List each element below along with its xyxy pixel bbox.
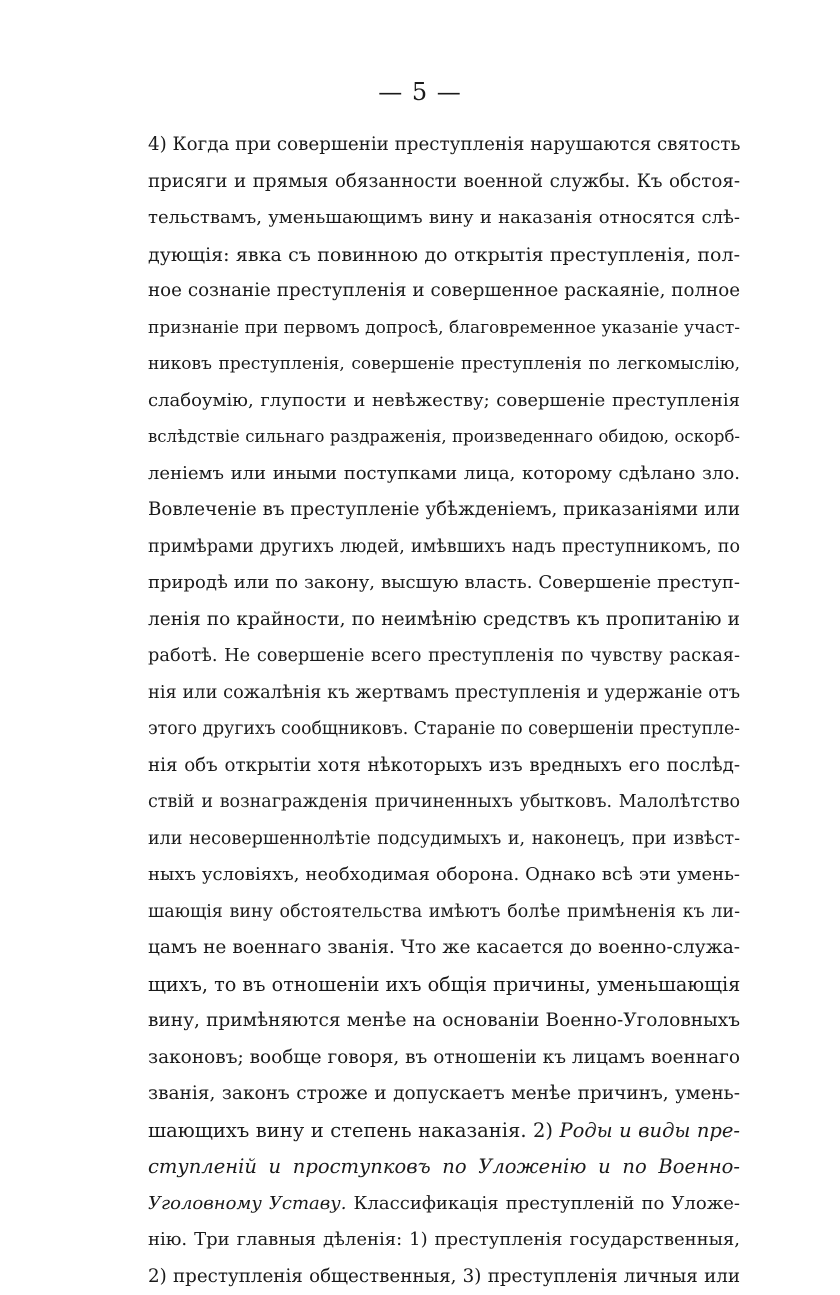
text-line: [148, 967, 740, 1004]
text-segment: никовъ преступленія, совершеніе преступленія по легкомыслію,: [148, 354, 740, 374]
text-line: [148, 602, 740, 639]
text-segment: или несовершеннолѣтіе подсудимыхъ и, наконецъ, при извѣст-: [148, 829, 740, 849]
text-line: [148, 1113, 740, 1150]
text-segment: присяги и прямыя обязанности военной службы. Къ обстоя-: [148, 171, 740, 192]
text-segment: леніемъ или иными поступками лица, которому сдѣлано зло.: [148, 463, 740, 484]
text-segment: законовъ; вообще говоря, въ отношеніи къ лицамъ военнаго: [148, 1047, 740, 1068]
text-segment: званія, законъ строже и допускаетъ менѣе причинъ, умень-: [148, 1083, 740, 1104]
text-line: [148, 127, 740, 164]
text-line: [148, 200, 740, 237]
italic-heading: ступленій и проступковъ по Уложенію и по Военно-: [148, 1155, 740, 1178]
text-line: [148, 383, 740, 420]
text-segment: 2) преступленія общественныя, 3) преступленія личныя или: [148, 1266, 740, 1287]
text-line: [148, 1259, 740, 1295]
text-segment: вину, примѣняются менѣе на основаніи Военно-Уголовныхъ: [148, 1010, 740, 1031]
text-line: [148, 1222, 740, 1259]
text-segment: ленія по крайности, по неимѣнію средствъ къ пропитанію и: [148, 609, 740, 630]
text-segment: нія объ открытіи хотя нѣкоторыхъ изъ вредныхъ его послѣд-: [148, 755, 740, 776]
italic-heading: Роды и виды пре-: [560, 1119, 740, 1142]
text-line: [148, 1003, 740, 1040]
text-line: [148, 419, 740, 456]
text-line: [148, 748, 740, 785]
text-segment: нія или сожалѣнія къ жертвамъ преступленія и удержаніе отъ: [148, 683, 740, 703]
text-segment: дующія: явка съ повинною до открытія преступленія, пол-: [148, 244, 740, 266]
text-segment: ныхъ условіяхъ, необходимая оборона. Однако всѣ эти умень-: [148, 864, 740, 885]
text-line: [148, 711, 740, 748]
text-line: [148, 930, 740, 967]
text-line: [148, 675, 740, 712]
text-line: [148, 164, 740, 201]
text-segment: Классификація преступленій по Уложе-: [346, 1193, 740, 1214]
text-line: [148, 638, 740, 675]
text-line: [148, 492, 740, 529]
text-segment: признаніе при первомъ допросѣ, благовременное указаніе участ-: [148, 318, 740, 338]
text-segment: шающія вину обстоятельства имѣютъ болѣе примѣненія къ ли-: [148, 902, 740, 922]
text-line: [148, 1076, 740, 1113]
text-line: [148, 894, 740, 931]
text-line: [148, 784, 740, 821]
text-segment: работѣ. Не совершеніе всего преступленія по чувству раская-: [148, 646, 740, 666]
text-line: [148, 456, 740, 493]
text-line: [148, 237, 740, 274]
text-segment: щихъ, то въ отношеніи ихъ общія причины, уменьшающія: [148, 973, 740, 996]
text-segment: тельствамъ, уменьшающимъ вину и наказанія относятся слѣ-: [148, 207, 740, 228]
text-line: [148, 1149, 740, 1186]
text-segment: ное сознаніе преступленія и совершенное раскаяніе, полное: [148, 280, 740, 301]
text-line: [148, 857, 740, 894]
text-segment: ствій и вознагражденія причиненныхъ убытковъ. Малолѣтство: [148, 792, 740, 812]
text-line: [148, 1040, 740, 1077]
text-line: [148, 529, 740, 566]
text-line: [148, 565, 740, 602]
text-segment: этого другихъ сообщниковъ. Стараніе по совершеніи преступле-: [148, 719, 740, 739]
body-text: [148, 127, 740, 1295]
text-segment: нію. Три главныя дѣленія: 1) преступленія государственныя,: [148, 1229, 740, 1250]
text-segment: природѣ или по закону, высшую власть. Совершеніе преступ-: [148, 572, 740, 593]
page-number: — 5 —: [0, 72, 840, 112]
text-segment: Вовлеченіе въ преступленіе убѣжденіемъ, приказаніями или: [148, 499, 740, 520]
italic-heading: Уголовному Уставу.: [148, 1193, 346, 1214]
text-segment: цамъ не военнаго званія. Что же касается до военно-служа-: [148, 937, 740, 958]
text-segment: вслѣдствіе сильнаго раздраженія, произведеннаго обидою, оскорб-: [148, 427, 740, 446]
text-segment: примѣрами другихъ людей, имѣвшихъ надъ преступникомъ, по: [148, 537, 740, 557]
text-line: [148, 821, 740, 858]
text-segment: шающихъ вину и степень наказанія. 2): [148, 1119, 560, 1142]
text-segment: 4) Когда при совершеніи преступленія нарушаются святость: [148, 134, 740, 155]
text-segment: слабоумію, глупости и невѣжеству; совершеніе преступленія: [148, 390, 740, 411]
text-line: [148, 346, 740, 383]
text-line: [148, 273, 740, 310]
text-line: [148, 310, 740, 347]
